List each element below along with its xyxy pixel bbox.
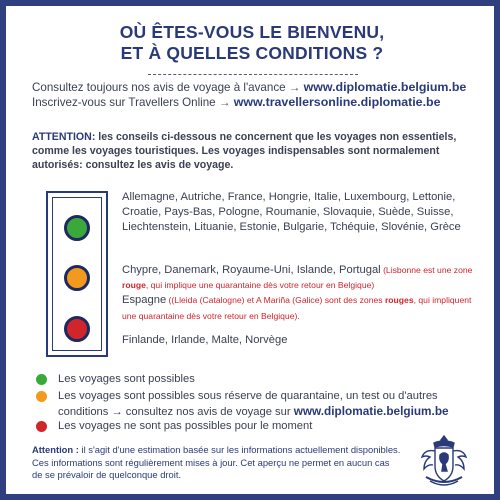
dashed-divider bbox=[148, 74, 358, 75]
attention-notice bbox=[32, 130, 482, 173]
red-dot-icon bbox=[36, 421, 47, 432]
orange-countries: Chypre, Danemark, Royaume-Uni, Islande, Portugal (Lisbonne est une zone rouge, qui implique une quarantaine dès votre retour en Belgique) Espagne ((Lleida (Catalogne) et A Mariña (Galice) sont des zones rouges, qui impliquent une quarantaine dès votre retour en Belgique). bbox=[122, 264, 473, 321]
red-countries: Finlande, Irlande, Malte, Norvège bbox=[122, 334, 288, 346]
orange-dot-icon bbox=[36, 391, 47, 402]
link-diplomatie[interactable]: www.diplomatie.belgium.be bbox=[303, 80, 467, 94]
traffic-light-panel bbox=[52, 197, 102, 351]
title-line-2: ET À QUELLES CONDITIONS ? bbox=[120, 43, 384, 63]
arrow-right-icon: → bbox=[218, 96, 231, 109]
arrow-right-icon: → bbox=[288, 81, 301, 94]
link-travellersonline[interactable]: www.travellersonline.diplomatie.be bbox=[233, 95, 441, 109]
page-title bbox=[8, 22, 496, 64]
green-countries: Allemagne, Autriche, France, Hongrie, Italie, Luxembourg, Lettonie, Croatie, Pays-Bas, Pologne, Roumanie, Slovaquie, Suède, Suisse, Liechtenstein, Lituanie, Estonie, Bulgarie, Tchéquie, Slovénie, Grèce bbox=[122, 191, 461, 234]
link-diplomatie-legend[interactable]: www.diplomatie.belgium.be bbox=[293, 404, 449, 418]
belgian-coat-of-arms-icon bbox=[416, 433, 472, 489]
green-dot-icon bbox=[36, 374, 47, 385]
intro-line-1: Consultez toujours nos avis de voyage à l'avance → www.diplomatie.belgium.be bbox=[32, 80, 467, 94]
footer-disclaimer: Attention : il s'agit d'une estimation basée sur les informations actuellement disponibles. Ces informations sont régulièrement mises à jour. Cet aperçu ne permet en aucun cas de se prévaloir de quelconque droit. bbox=[32, 444, 401, 481]
attention-lead: ATTENTION: bbox=[32, 131, 96, 143]
red-light-icon bbox=[64, 316, 90, 342]
infographic-card: OÙ ÊTES-VOUS LE BIENVENU, ET À QUELLES CONDITIONS ? Consultez toujours nos avis de voyage à l'avance → www.diplomatie.belgium.be Inscrivez-vous sur Travellers Online → www.travellersonline.diplomatie.be ATTENTION: les conseils ci-dessous ne concernent que les voyages non essentiels, comme les voyages touristiques. Les voyages indispensables sont normalement autorisés: consultez les avis de voyage. Allemagne, Autriche, France, Hongrie, Italie, Luxembourg, Lettonie, Croatie, Pays-Bas, Pologne, Roumanie, Slovaquie, Suède, Suisse, Liechtenstein, Lituanie, Estonie, Bulgarie, Tchéquie, Slovénie, Grèce Chypre, Danemark, Royaume-Uni, Islande, Portugal (Lisbonne est une zone rouge, qui implique une quarantaine dès votre retour en Belgique) Espagne ((Lleida (Catalogne) et A Mariña (Galice) sont des zones rouges, qui impliquent une quarantaine dès votre retour en Belgique). Finlande, Irlande, Malte, Norvège Les voyages sont possibles Les voyages sont possibles sous réserve de quarantaine, un test ou d'autres conditions → consultez nos avis de voyage sur www.diplomatie.belgium.be Les voyages ne sont pas possibles pour le moment Attention : il s'agit d'une estimation basée sur les informations actuellement disponibles. Ces informations sont régulièrement mises à jour. Cet aperçu ne permet en aucun cas de se prévaloir de quelconque droit. bbox=[6, 6, 494, 494]
intro-block bbox=[32, 80, 482, 110]
title-line-1: OÙ ÊTES-VOUS LE BIENVENU, bbox=[119, 22, 385, 42]
orange-light-icon bbox=[64, 265, 90, 291]
traffic-light bbox=[46, 191, 108, 357]
attention-text: les conseils ci-dessous ne concernent que les voyages non essentiels, comme les voyages touristiques. Les voyages indispensables sont normalement autorisés: consultez les avis de voyage. bbox=[32, 131, 457, 172]
intro-line-2: Inscrivez-vous sur Travellers Online → www.travellersonline.diplomatie.be bbox=[32, 95, 441, 109]
green-light-icon bbox=[64, 215, 90, 241]
